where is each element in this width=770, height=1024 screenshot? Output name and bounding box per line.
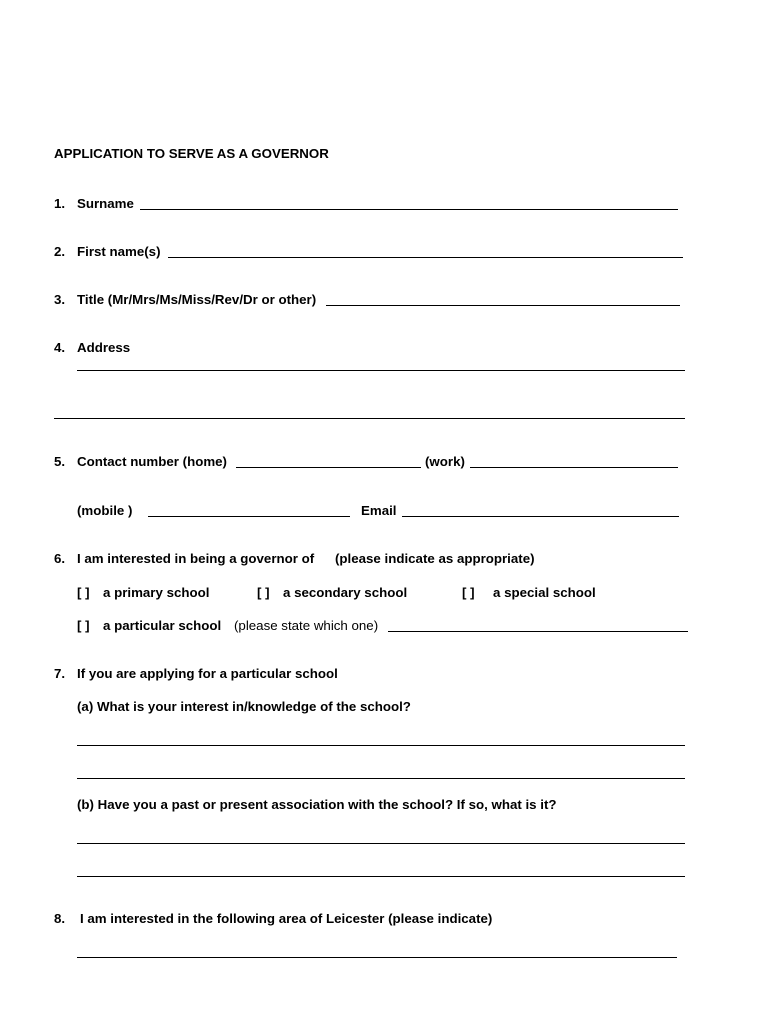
work-number-label: (work)	[425, 454, 465, 469]
email-field[interactable]	[402, 516, 679, 517]
primary-school-label: a primary school	[103, 585, 210, 600]
particular-school-question: If you are applying for a particular school	[77, 666, 338, 681]
special-school-checkbox[interactable]: [ ]	[462, 585, 475, 600]
surname-field[interactable]	[140, 209, 678, 210]
mobile-number-field[interactable]	[148, 516, 350, 517]
particular-school-hint: (please state which one)	[234, 618, 379, 633]
q6-number: 6.	[54, 551, 66, 566]
q1-number: 1.	[54, 196, 66, 211]
mobile-number-label: (mobile )	[77, 503, 133, 518]
q4-number: 4.	[54, 340, 66, 355]
title-field[interactable]	[326, 305, 680, 306]
governor-type-label: I am interested in being a governor of	[77, 551, 315, 566]
q8-number: 8.	[54, 911, 66, 926]
address-field-line-1[interactable]	[77, 370, 685, 371]
work-number-field[interactable]	[470, 467, 678, 468]
association-question: (b) Have you a past or present association with the school? If so, what is it?	[77, 797, 557, 812]
title-label: Title (Mr/Mrs/Ms/Miss/Rev/Dr or other)	[77, 292, 317, 307]
area-question: I am interested in the following area of Leicester (please indicate)	[80, 911, 493, 926]
first-names-label: First name(s)	[77, 244, 161, 259]
secondary-school-label: a secondary school	[283, 585, 408, 600]
interest-answer-line-1[interactable]	[77, 745, 685, 746]
special-school-label: a special school	[493, 585, 596, 600]
governor-type-hint: (please indicate as appropriate)	[335, 551, 535, 566]
particular-school-label: a particular school	[103, 618, 222, 633]
address-field-line-2[interactable]	[54, 418, 685, 419]
home-number-label: Contact number (home)	[77, 454, 227, 469]
secondary-school-checkbox[interactable]: [ ]	[257, 585, 270, 600]
surname-label: Surname	[77, 196, 134, 211]
address-label: Address	[77, 340, 131, 355]
home-number-field[interactable]	[236, 467, 421, 468]
first-names-field[interactable]	[168, 257, 683, 258]
q7-number: 7.	[54, 666, 66, 681]
particular-school-field[interactable]	[388, 631, 688, 632]
association-answer-line-2[interactable]	[77, 876, 685, 877]
area-answer-line[interactable]	[77, 957, 677, 958]
interest-question: (a) What is your interest in/knowledge of the school?	[77, 699, 411, 714]
email-label: Email	[361, 503, 397, 518]
q5-number: 5.	[54, 454, 66, 469]
q2-number: 2.	[54, 244, 66, 259]
interest-answer-line-2[interactable]	[77, 778, 685, 779]
q3-number: 3.	[54, 292, 66, 307]
particular-school-checkbox[interactable]: [ ]	[77, 618, 90, 633]
form-title: APPLICATION TO SERVE AS A GOVERNOR	[54, 146, 329, 161]
association-answer-line-1[interactable]	[77, 843, 685, 844]
primary-school-checkbox[interactable]: [ ]	[77, 585, 90, 600]
